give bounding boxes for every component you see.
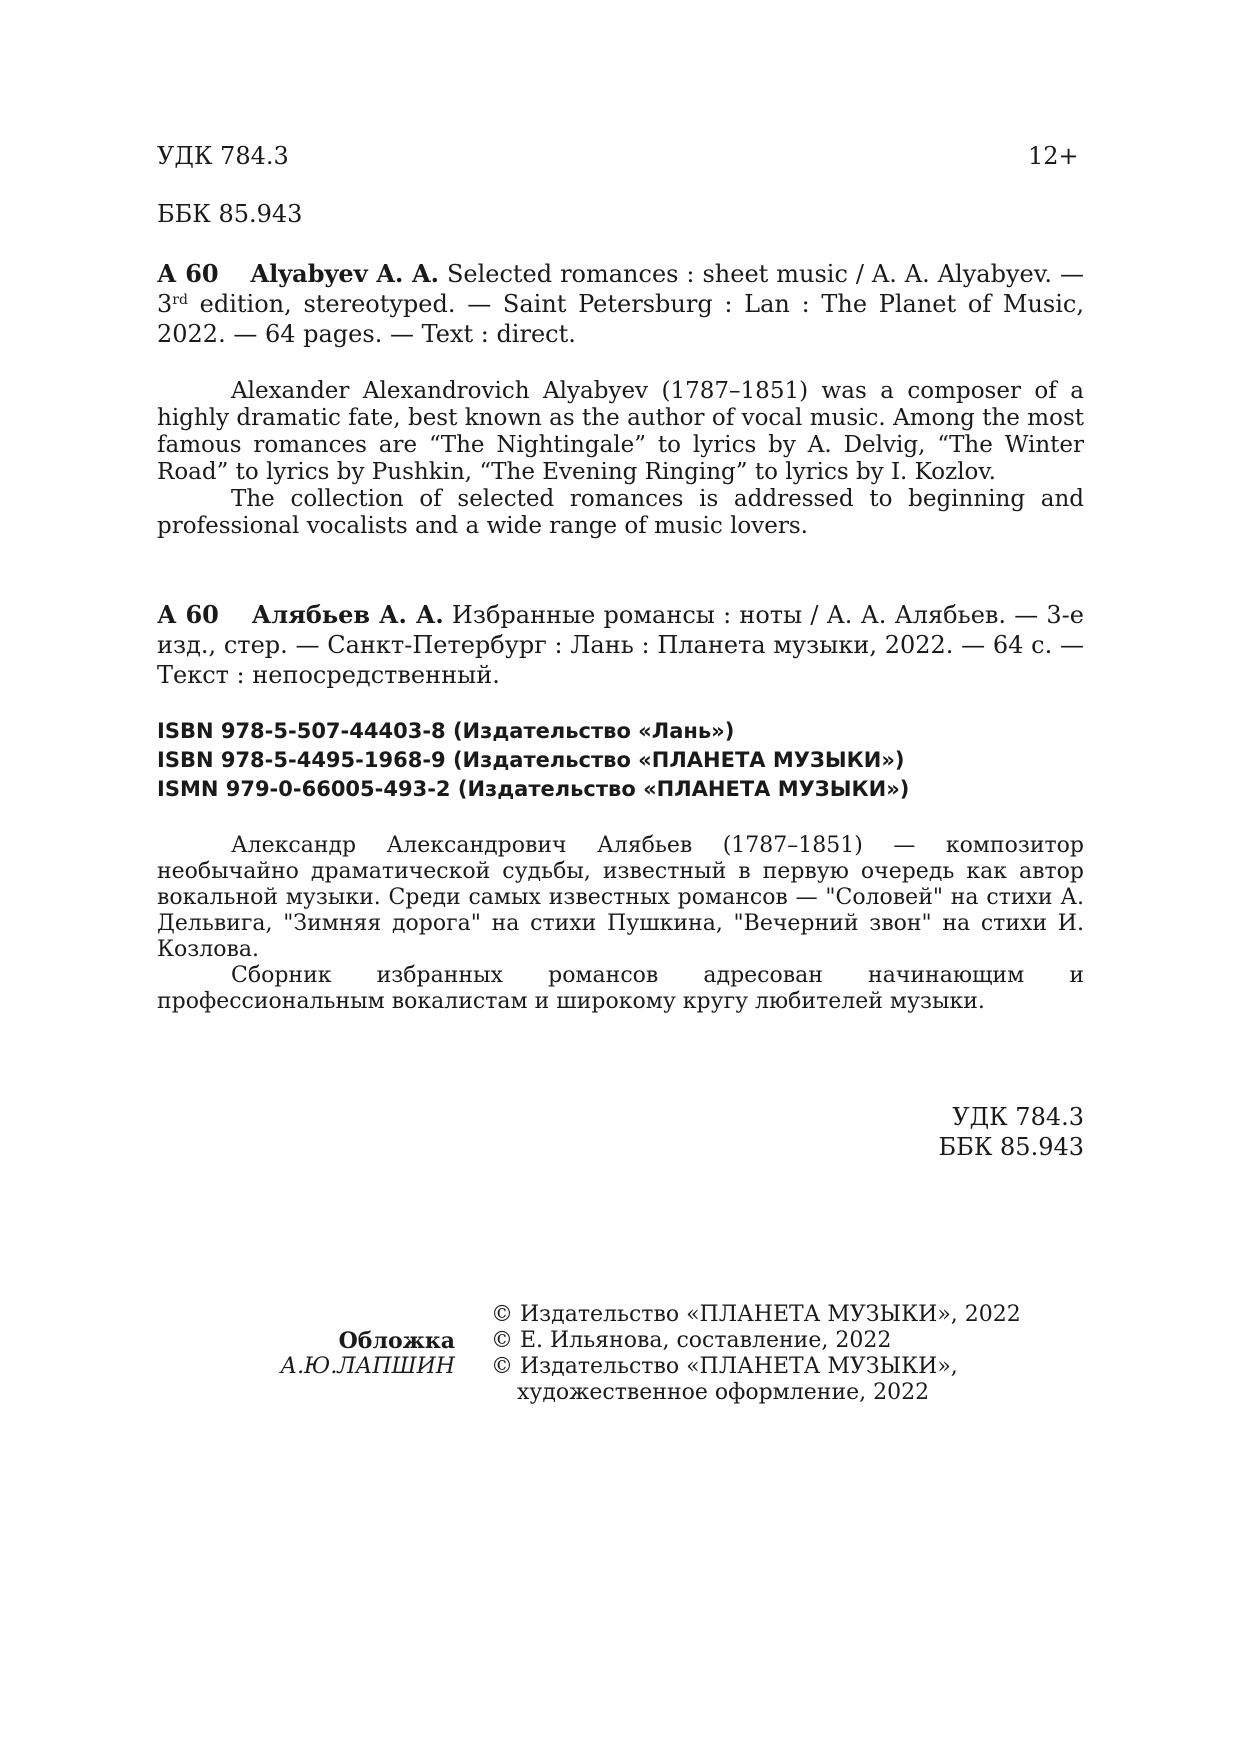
bbk-header: ББК 85.943 [157,200,303,228]
russian-entry-line-2: изд., стер. — Санкт-Петербург : Лань : Планета музыки, 2022. — 64 с. — [157,631,1084,659]
cover-label: Обложка [338,1328,455,1354]
cover-artist: А.Ю.ЛАПШИН [280,1354,455,1379]
english-entry-edition: edition, stereotyped. — Saint Petersburg : Lan : The Planet of Music, [199,290,1084,318]
edition-superscript: rd [172,292,188,308]
edition-number: 3 [157,290,173,318]
english-entry-line-2 [157,289,1084,319]
udk-right: УДК 784.3 [952,1103,1084,1131]
english-abstract-paragraph-2: The collection of selected romances is addressed to beginning and professional vocalists and a wide range of music lovers. [157,486,1084,539]
english-abstract [157,378,1084,540]
copyright-design-cont: художественное оформление, 2022 [517,1380,930,1405]
udk-header: УДК 784.3 [157,142,289,170]
identifiers [157,717,1084,804]
isbn-lan: ISBN 978-5-507-44403-8 (Издательство «Лань») [157,719,735,743]
russian-entry-author: Алябьев А. А. [251,600,444,629]
copyright-compiler: © Е. Ильянова, составление, 2022 [491,1328,892,1353]
copyright-row-2 [156,1328,1056,1354]
english-entry-title: Selected romances : sheet music / A. A. Alyabyev. — [446,260,1085,288]
age-rating: 12+ [1028,142,1079,170]
english-entry-line-3: 2022. — 64 pages. — Text : direct. [157,320,576,348]
russian-abstract-paragraph-1: Александр Александрович Алябьев (1787–1851) — композитор необычайно драматической судьбы, известный в первую очередь как автор вокальной музыки. Среди самых известных романсов — "Соловей" на стихи А. Дельвига, "Зимняя дорога" на стихи Пушкина, "Вечерний звон" на стихи И. Козлова. [157,833,1084,962]
russian-abstract [157,833,1084,1015]
russian-entry-code: А 60 [157,600,219,629]
russian-abstract-paragraph-2: Сборник избранных романсов адресован начинающим и профессиональным вокалистам и широкому кругу любителей музыки. [157,963,1084,1014]
english-entry-line-1 [157,259,1084,289]
ismn-planeta: ISMN 979-0-66005-493-2 (Издательство «ПЛАНЕТА МУЗЫКИ») [157,777,910,801]
russian-entry-line-3: Текст : непосредственный. [157,661,500,689]
bbk-right: ББК 85.943 [938,1133,1084,1161]
english-abstract-paragraph-1: Alexander Alexandrovich Alyabyev (1787–1851) was a composer of a highly dramatic fate, best known as the author of vocal music. Among the most famous romances are “The Nightingale” to lyrics by A. Delvig, “The Winter Road” to lyrics by Pushkin, “The Evening Ringing” to lyrics by I. Kozlov. [157,378,1084,485]
russian-entry-title: Избранные романсы : ноты / А. А. Алябьев. — 3-е [451,601,1084,629]
russian-entry [157,600,1084,690]
isbn-planeta: ISBN 978-5-4495-1968-9 (Издательство «ПЛАНЕТА МУЗЫКИ») [157,748,905,772]
russian-entry-line-1 [157,600,1084,630]
copyright-row-3 [156,1354,1056,1380]
copyright-publisher-2022: © Издательство «ПЛАНЕТА МУЗЫКИ», 2022 [491,1302,1021,1327]
english-entry-code: А 60 [157,259,219,288]
english-entry [157,259,1084,349]
english-entry-author: Alyabyev A. A. [250,259,439,288]
copyright-row-1 [156,1302,1056,1328]
copyright-row-4 [156,1380,1056,1406]
copyright-design: © Издательство «ПЛАНЕТА МУЗЫКИ», [491,1354,958,1379]
copyright-block [156,1302,1056,1406]
classification-block [784,1102,1084,1162]
